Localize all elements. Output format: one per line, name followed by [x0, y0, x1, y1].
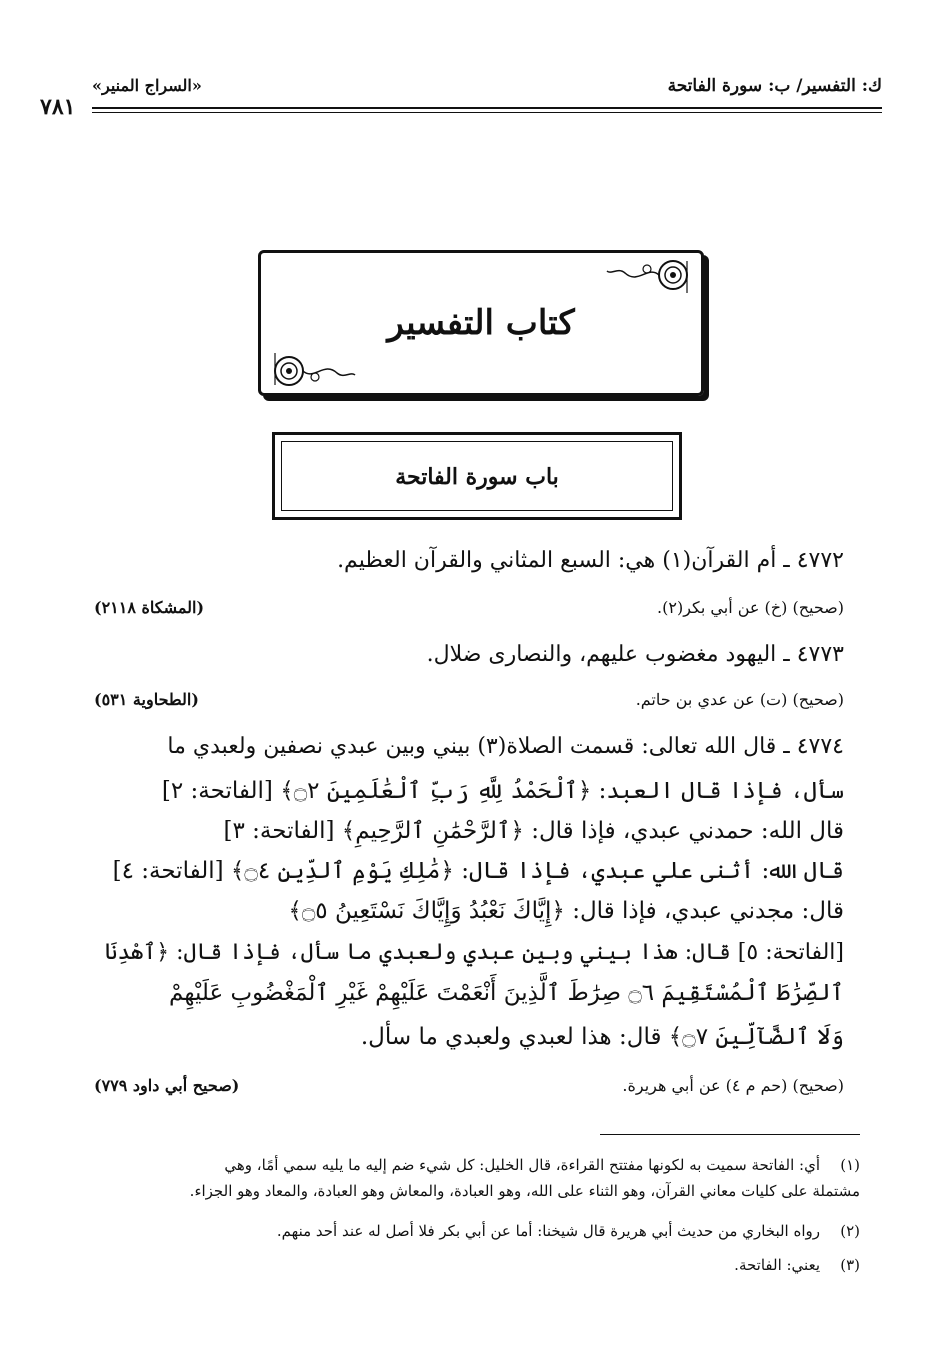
footnote-3 — [94, 1252, 860, 1278]
footnote-separator — [600, 1134, 860, 1135]
hadith-4774-line: ٤٧٧٤ ـ قال الله تعالى: قسمت الصلاة(٣) بيني وبين عبدي نصفين ولعبدي ما — [167, 734, 844, 759]
chapter-title-inner-border — [281, 441, 673, 511]
ornament-icon — [603, 257, 693, 297]
hadith-4774-line: ٱلصِّرَٰطَ ٱلْمُسْتَقِيمَ ۝٦ صِرَٰطَ ٱلَّذِينَ أَنْعَمْتَ عَلَيْهِمْ غَيْرِ ٱلْمَغْضُوبِ عَلَيْهِمْ — [169, 980, 844, 1006]
hadith-4773-text: ٤٧٧٣ ـ اليهود مغضوب عليهم، والنصارى ضلال. — [426, 642, 844, 667]
footnote-number: (٢) — [840, 1222, 860, 1240]
footnote-1 — [94, 1152, 860, 1204]
ornament-icon — [269, 349, 359, 389]
footnote-text: يعني: الفاتحة. — [734, 1256, 820, 1274]
running-head-chapter: ك: التفسير/ ب: سورة الفاتحة — [667, 76, 882, 96]
chapter-title: باب سورة الفاتحة — [395, 464, 559, 490]
footnote-number: (١) — [840, 1156, 860, 1174]
hadith-4772-source: (المشكاة ٢١١٨) — [94, 598, 205, 617]
hadith-4774-line: قال الله: حمدني عبدي، فإذا قال: ﴿ٱلرَّحْمَٰنِ ٱلرَّحِيمِ﴾ [الفاتحة: ٣] — [223, 818, 844, 844]
hadith-4774-line: [الفاتحة: ٥] قال: هذا بيني وبين عبدي ولعبدي ما سأل، فإذا قال: ﴿ٱهْدِنَا — [104, 940, 844, 965]
footnote-text: رواه البخاري من حديث أبي هريرة قال شيخنا: أما عن أبي بكر فلا أصل له عند أحد منهم. — [276, 1222, 820, 1240]
hadith-4774-grade: (صحيح) (حم م ٤) عن أبي هريرة. — [622, 1076, 844, 1095]
footnote-text: أي: الفاتحة سميت به لكونها مفتتح القراءة، قال الخليل: كل شيء ضم إليه ما يليه سمي أمًا، وهي — [224, 1156, 820, 1174]
hadith-4774-line: سأل، فإذا قال العبد: ﴿ٱلْحَمْدُ لِلَّهِ رَبِّ ٱلْعَٰلَمِينَ ۝٢﴾ [الفاتحة: ٢] — [161, 778, 844, 804]
hadith-4772-grade: (صحيح) (خ) عن أبي بكر(٢). — [657, 598, 844, 617]
running-head-book: «السراج المنير» — [92, 76, 202, 95]
hadith-4773-grade: (صحيح) (ت) عن عدي بن حاتم. — [635, 690, 844, 709]
hadith-4774-line: وَلَا ٱلضَّآلِّينَ ۝٧﴾ قال: هذا لعبدي ولعبدي ما سأل. — [360, 1024, 844, 1050]
hadith-4774-line: قال: مجدني عبدي، فإذا قال: ﴿إِيَّاكَ نَعْبُدُ وَإِيَّاكَ نَسْتَعِينُ ۝٥﴾ — [288, 898, 844, 924]
hadith-4772-text: ٤٧٧٢ ـ أم القرآن(١) هي: السبع المثاني والقرآن العظيم. — [337, 548, 844, 573]
hadith-4774-source: (صحيح أبي داود ٧٧٩) — [94, 1076, 240, 1095]
footnote-number: (٣) — [840, 1256, 860, 1274]
book-title: كتاب التفسير — [387, 303, 575, 343]
hadith-4773-source: (الطحاوية ٥٣١) — [94, 690, 199, 709]
header-rule-thin — [92, 112, 882, 113]
book-title-frame — [258, 250, 704, 396]
footnote-2 — [94, 1218, 860, 1244]
header-rule — [92, 107, 882, 109]
page-header — [40, 76, 882, 120]
footnote-text: مشتملة على كليات معاني القرآن، وهو الثناء على الله، وهو العبادة، والمعاش وهو العبادة، والمعاد وهو الجزاء. — [189, 1182, 860, 1200]
chapter-title-frame — [272, 432, 682, 520]
hadith-4774-line: قال الله: أثنى علي عبدي، فإذا قال: ﴿مَٰلِكِ يَوْمِ ٱلدِّينِ ۝٤﴾ [الفاتحة: ٤] — [112, 858, 844, 884]
page-number: ٧٨١ — [40, 94, 76, 120]
